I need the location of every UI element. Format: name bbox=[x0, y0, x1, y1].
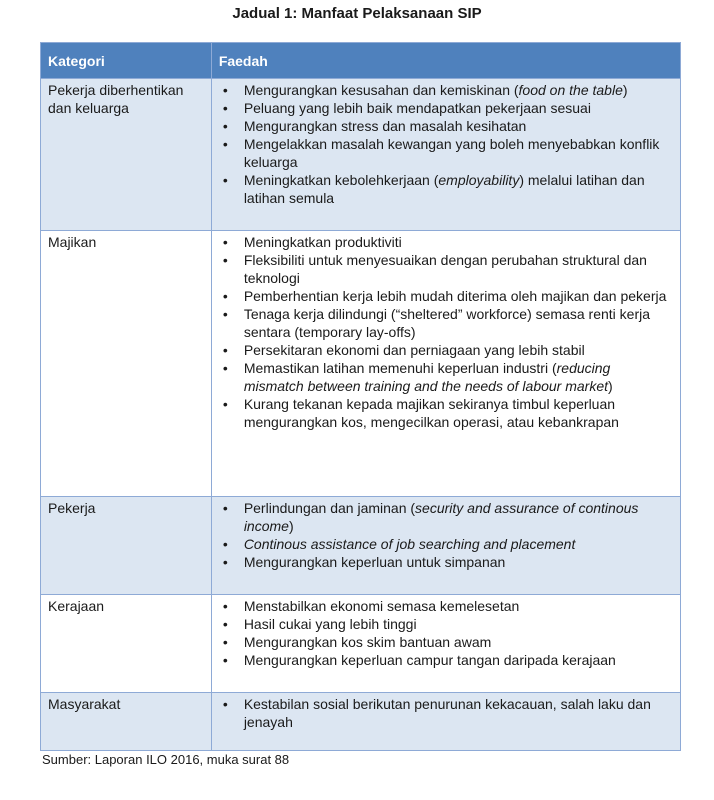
benefit-cell bbox=[211, 693, 680, 751]
benefit-item bbox=[219, 287, 674, 305]
benefit-text: ) melalui latihan dan latihan semula bbox=[243, 172, 645, 206]
benefit-text-italic: security and assurance of continous income bbox=[243, 500, 639, 534]
benefit-text-italic: Continous assistance of job searching and placement bbox=[243, 536, 576, 552]
benefit-text: Kurang tekanan kepada majikan sekiranya timbul keperluan mengurangkan kos, mengecilkan operasi, atau kebankrapan bbox=[243, 396, 619, 430]
table-row bbox=[41, 693, 681, 751]
category-cell: Pekerja bbox=[41, 497, 212, 595]
benefit-text: Perlindungan dan jaminan ( bbox=[243, 500, 416, 516]
table-row bbox=[41, 595, 681, 693]
benefit-list bbox=[219, 597, 674, 669]
benefit-text: Menstabilkan ekonomi semasa kemelesetan bbox=[243, 598, 520, 614]
benefit-item bbox=[219, 171, 674, 207]
benefit-list bbox=[219, 499, 674, 571]
benefit-text: Persekitaran ekonomi dan perniagaan yang lebih stabil bbox=[243, 342, 585, 358]
benefit-text: Peluang yang lebih baik mendapatkan pekerjaan sesuai bbox=[243, 100, 591, 116]
benefit-text-italic: employability bbox=[438, 172, 520, 188]
benefit-item bbox=[219, 597, 674, 615]
benefit-item bbox=[219, 695, 674, 731]
benefit-item bbox=[219, 341, 674, 359]
benefit-cell bbox=[211, 231, 680, 497]
benefit-text: Tenaga kerja dilindungi (“sheltered” workforce) semasa renti kerja sentara (temporary lay-offs) bbox=[243, 306, 650, 340]
benefit-cell bbox=[211, 595, 680, 693]
benefit-item bbox=[219, 615, 674, 633]
benefit-item bbox=[219, 359, 674, 395]
category-cell: Kerajaan bbox=[41, 595, 212, 693]
benefit-cell bbox=[211, 79, 680, 231]
benefit-text: Mengurangkan kos skim bantuan awam bbox=[243, 634, 492, 650]
benefit-list bbox=[219, 233, 674, 431]
category-cell: Majikan bbox=[41, 231, 212, 497]
benefit-item bbox=[219, 651, 674, 669]
table-row bbox=[41, 79, 681, 231]
benefit-text: ) bbox=[608, 378, 613, 394]
benefit-text: Kestabilan sosial berikutan penurunan kekacauan, salah laku dan jenayah bbox=[243, 696, 651, 730]
benefit-item bbox=[219, 99, 674, 117]
benefit-list bbox=[219, 81, 674, 207]
table-title: Jadual 1: Manfaat Pelaksanaan SIP bbox=[232, 5, 482, 22]
benefit-item bbox=[219, 633, 674, 651]
source-note: Sumber: Laporan ILO 2016, muka surat 88 bbox=[42, 752, 290, 767]
benefit-item bbox=[219, 553, 674, 571]
benefit-text: Meningkatkan produktiviti bbox=[243, 234, 402, 250]
benefit-text: ) bbox=[288, 518, 294, 534]
benefit-text: Memastikan latihan memenuhi keperluan industri ( bbox=[243, 360, 557, 376]
benefit-text: Pemberhentian kerja lebih mudah diterima oleh majikan dan pekerja bbox=[243, 288, 667, 304]
benefit-item bbox=[219, 81, 674, 99]
benefit-item bbox=[219, 535, 674, 553]
benefits-table bbox=[40, 42, 681, 751]
benefit-text: Mengurangkan stress dan masalah kesihatan bbox=[243, 118, 527, 134]
benefit-item bbox=[219, 233, 674, 251]
category-cell: Pekerja diberhentikan dan keluarga bbox=[41, 79, 212, 231]
benefit-text: Mengurangkan keperluan untuk simpanan bbox=[243, 554, 506, 570]
table-row bbox=[41, 231, 681, 497]
benefit-item bbox=[219, 305, 674, 341]
benefit-item bbox=[219, 135, 674, 171]
benefit-text: ) bbox=[622, 82, 628, 98]
benefit-text: Fleksibiliti untuk menyesuaikan dengan perubahan struktural dan teknologi bbox=[243, 252, 647, 286]
benefit-text-italic: reducing mismatch between training and the needs of labour market bbox=[243, 360, 611, 394]
table-header-row bbox=[41, 43, 681, 79]
benefit-cell bbox=[211, 497, 680, 595]
benefit-text: Hasil cukai yang lebih tinggi bbox=[243, 616, 417, 632]
benefit-list bbox=[219, 695, 674, 731]
category-cell: Masyarakat bbox=[41, 693, 212, 751]
benefit-text: Mengelakkan masalah kewangan yang boleh menyebabkan konflik keluarga bbox=[243, 136, 660, 170]
table-row bbox=[41, 497, 681, 595]
benefit-text-italic: food on the table bbox=[518, 82, 623, 98]
benefit-item bbox=[219, 499, 674, 535]
benefit-text: Mengurangkan kesusahan dan kemiskinan ( bbox=[243, 82, 519, 98]
benefit-item bbox=[219, 395, 674, 431]
benefit-text: Mengurangkan keperluan campur tangan daripada kerajaan bbox=[243, 652, 616, 668]
benefit-text: Meningkatkan kebolehkerjaan ( bbox=[243, 172, 439, 188]
benefit-item bbox=[219, 251, 674, 287]
benefit-item bbox=[219, 117, 674, 135]
header-category: Kategori bbox=[41, 43, 212, 79]
header-benefit: Faedah bbox=[211, 43, 680, 79]
